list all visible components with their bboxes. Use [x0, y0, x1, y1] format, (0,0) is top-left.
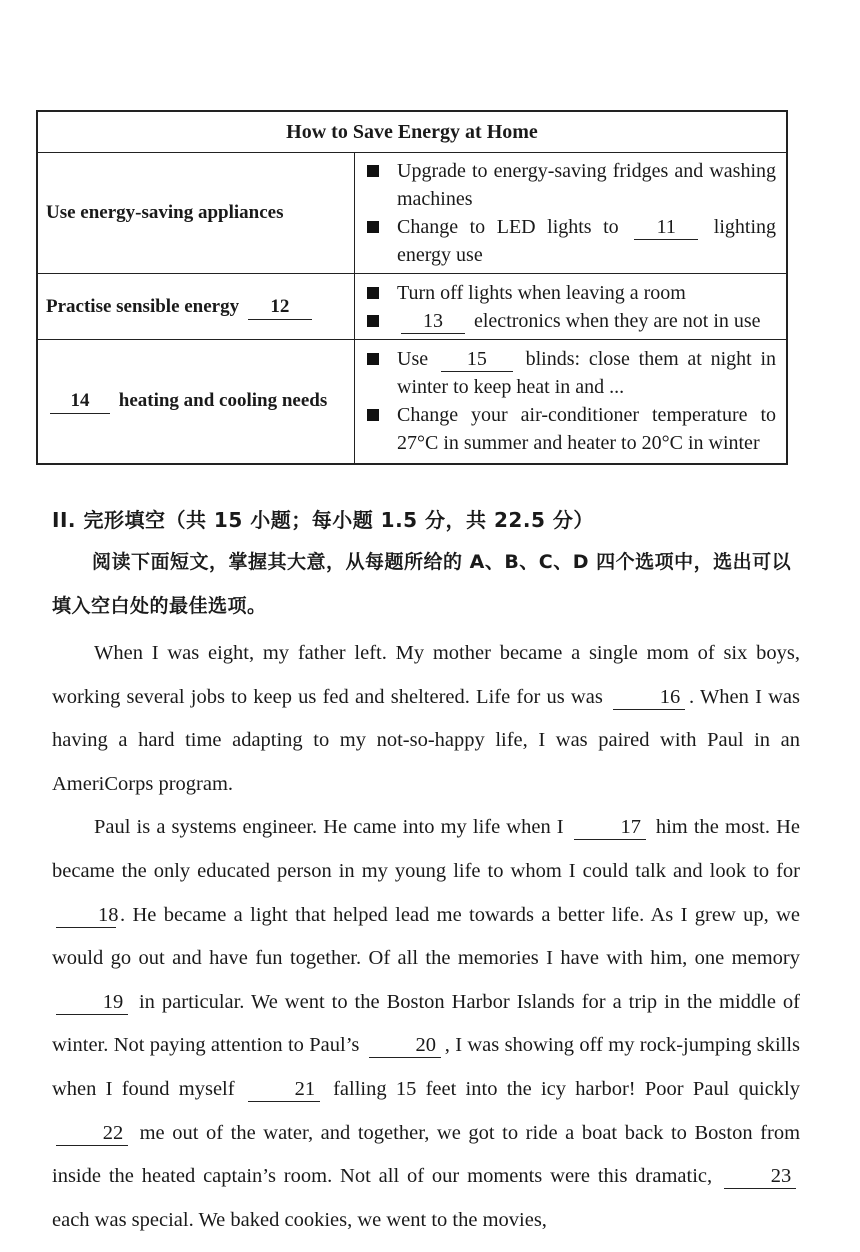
row3-category: 14 heating and cooling needs — [37, 340, 355, 464]
blank-18[interactable]: 18 — [56, 903, 116, 928]
energy-saving-table — [36, 110, 788, 465]
blank-12[interactable]: 12 — [248, 295, 312, 320]
square-bullet-icon — [367, 409, 379, 421]
blank-17[interactable]: 17 — [574, 815, 646, 840]
row1-category: Use energy-saving appliances — [37, 153, 355, 274]
cloze-passage — [52, 632, 800, 1242]
square-bullet-icon — [367, 287, 379, 299]
blank-14[interactable]: 14 — [50, 389, 110, 414]
list-item: 13 electronics when they are not in use — [367, 307, 776, 335]
passage-paragraph-1: When I was eight, my father left. My mother became a single mom of six boys, working several jobs to keep us fed and sheltered. Life for us was 16 . When I was having a hard time adapting to my not-so-happy life, I was paired with Paul in an AmeriCorps program. — [52, 642, 800, 795]
list-item: Turn off lights when leaving a room — [367, 279, 776, 307]
section-instructions: 阅读下面短文，掌握其大意，从每题所给的 A、B、C、D 四个选项中，选出可以填入空白处的最佳选项。 — [52, 551, 792, 617]
square-bullet-icon — [367, 353, 379, 365]
blank-21[interactable]: 21 — [248, 1077, 320, 1102]
row2-category: Practise sensible energy 12 — [37, 274, 355, 340]
blank-11[interactable]: 11 — [634, 215, 698, 240]
table-title: How to Save Energy at Home — [37, 111, 787, 153]
row3-tips — [355, 340, 788, 464]
list-item: Upgrade to energy-saving fridges and washing machines — [367, 157, 776, 213]
square-bullet-icon — [367, 315, 379, 327]
blank-15[interactable]: 15 — [441, 347, 513, 372]
list-item: Change your air-conditioner temperature to 27°C in summer and heater to 20°C in winter — [367, 401, 776, 457]
square-bullet-icon — [367, 221, 379, 233]
section-heading: II. 完形填空（共 15 小题；每小题 1.5 分，共 22.5 分） — [52, 508, 594, 532]
blank-23[interactable]: 23 — [724, 1164, 796, 1189]
blank-13[interactable]: 13 — [401, 309, 465, 334]
blank-22[interactable]: 22 — [56, 1121, 128, 1146]
row2-tips — [355, 274, 788, 340]
row1-tips — [355, 153, 788, 274]
list-item: Change to LED lights to 11 lighting energy use — [367, 213, 776, 269]
square-bullet-icon — [367, 165, 379, 177]
blank-20[interactable]: 20 — [369, 1033, 441, 1058]
list-item: Use 15 blinds: close them at night in winter to keep heat in and ... — [367, 345, 776, 401]
passage-paragraph-2: Paul is a systems engineer. He came into my life when I 17 him the most. He became the only educated person in my young life to whom I could talk and look to for 18. He became a light that helped lead me towards a better life. As I grew up, we would go out and have fun together. Of all the memories I have with him, one memory 19 in particular. We went to the Boston Harbor Islands for a trip in the middle of winter. Not paying attention to Paul’s 20 , I was showing off my rock-jumping skills when I found myself 21 falling 15 feet into the icy harbor! Poor Paul quickly 22 me out of the water, and together, we got to ride a boat back to Boston from inside the heated captain’s room. Not all of our moments were this dramatic, 23 each was special. We baked cookies, we went to the movies, — [52, 816, 801, 1231]
blank-19[interactable]: 19 — [56, 990, 128, 1015]
blank-16[interactable]: 16 — [613, 685, 685, 710]
